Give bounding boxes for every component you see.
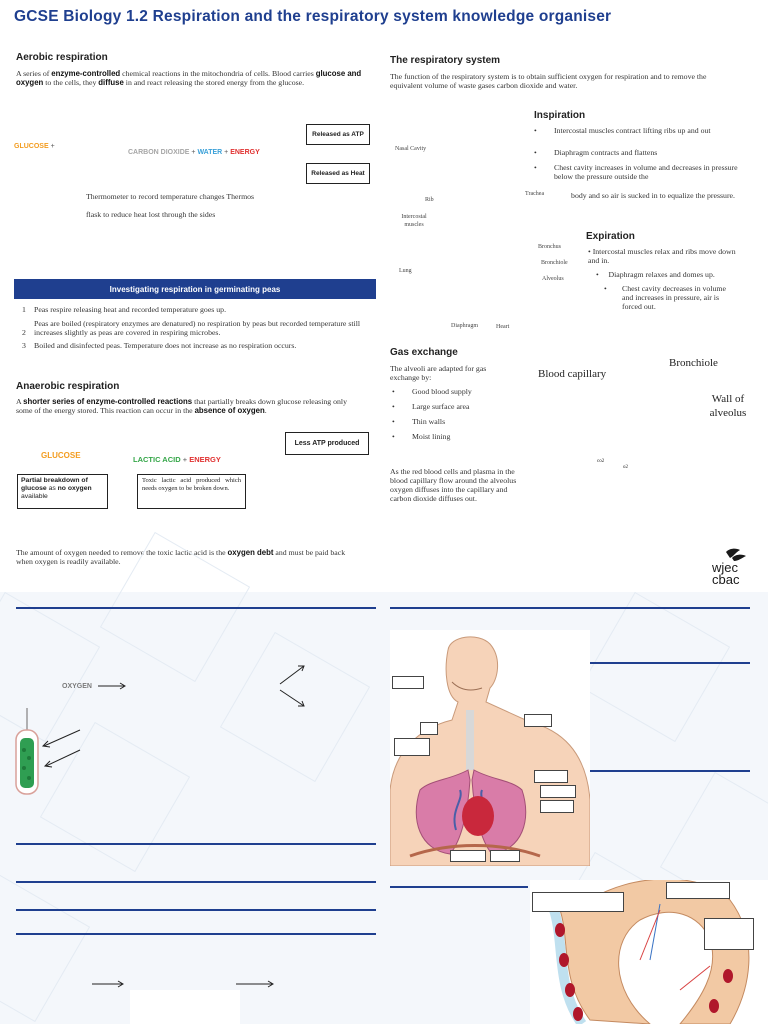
answer-box[interactable]	[420, 722, 438, 735]
arrow-right-icon	[90, 978, 126, 990]
gas-exchange-item: • Moist lining	[388, 432, 518, 441]
page-title: GCSE Biology 1.2 Respiration and the respiratory system knowledge organiser	[14, 8, 612, 25]
oxygen-debt-note: The amount of oxygen needed to remove the toxic lactic acid is the oxygen debt and must be paid back when oxygen is readily available.	[16, 548, 346, 566]
anaerobic-description: A shorter series of enzyme-controlled reactions that partially breaks down glucose releasing only some of the energy stored. This reaction can occur in the absence of oxygen.	[16, 397, 347, 415]
label-bronchiole: Bronchiole	[541, 260, 568, 266]
toxic-lactic-box: Toxic lactic acid produced which needs oxygen to be broken down.	[137, 474, 246, 509]
answer-box[interactable]	[392, 676, 424, 689]
label-co2: co2	[597, 459, 605, 464]
answer-box[interactable]	[532, 892, 624, 912]
gas-exchange-list	[388, 387, 518, 441]
arrow-down-right-icon	[278, 688, 308, 710]
partial-breakdown-box: Partial breakdown of glucose as no oxygen available	[17, 474, 108, 509]
wjec-logo	[708, 546, 754, 586]
thermos-flask-icon	[14, 706, 40, 796]
arrow-right-icon	[96, 680, 128, 692]
answer-box[interactable]	[666, 882, 730, 899]
answer-box[interactable]	[450, 850, 486, 862]
gas-exchange-intro: The alveoli are adapted for gas exchange by:	[390, 364, 487, 382]
peas-row: 3 Boiled and disinfected peas. Temperature does not increase as no respiration occurs.	[22, 341, 297, 350]
answer-box[interactable]	[524, 714, 552, 727]
logo-cbac: cbac	[712, 572, 740, 586]
label-nasal-cavity: Nasal Cavity	[395, 146, 427, 152]
gas-exchange-item: • Thin walls	[388, 417, 518, 426]
label-alveolus: Alveolus	[542, 276, 564, 282]
respiratory-diagram	[390, 630, 590, 866]
label-diaphragm: Diaphragm	[451, 323, 478, 329]
expiration-item: • Intercostal muscles relax and ribs move down and in.	[588, 247, 736, 265]
flask-pointer-arrows-icon	[40, 728, 82, 770]
answer-box[interactable]	[704, 918, 754, 950]
inspiration-item: • Chest cavity increases in volume and decreases in pressure below the pressure outside the	[530, 163, 740, 181]
logo-leaf-icon	[708, 546, 754, 586]
worksheet-rule	[16, 881, 376, 883]
gas-exchange-heading: Gas exchange	[390, 347, 458, 358]
label-blood-capillary: Blood capillary	[538, 368, 607, 380]
logo-wjec: wjec	[712, 560, 739, 575]
worksheet-rule	[16, 607, 376, 609]
worksheet-rule	[16, 933, 376, 935]
answer-box[interactable]	[534, 770, 568, 783]
peas-row: 1 Peas respire releasing heat and recorded temperature goes up.	[22, 305, 227, 314]
peas-heading-bar: Investigating respiration in germinating peas	[14, 279, 376, 299]
label-o2: o2	[623, 465, 628, 470]
gas-exchange-flow: As the red blood cells and plasma in the blood capillary flow around the alveolus oxygen diffuses into the capillary and carbon dioxide diffuses out.	[390, 467, 517, 503]
peas-list	[16, 305, 368, 350]
released-heat-box: Released as Heat	[306, 163, 370, 184]
anaerobic-heading: Anaerobic respiration	[16, 381, 120, 392]
released-atp-box: Released as ATP	[306, 124, 370, 145]
aerobic-equation-left: GLUCOSE +	[14, 143, 55, 150]
thermometer-note: Thermometer to record temperature changes Thermos	[86, 192, 255, 201]
label-bronchus: Bronchus	[538, 244, 561, 250]
aerobic-equation-right: CARBON DIOXIDE + WATER + ENERGY	[128, 149, 260, 156]
anaerobic-glucose: GLUCOSE	[41, 451, 81, 460]
less-atp-box: Less ATP produced	[285, 432, 369, 455]
label-rib: Rib	[425, 197, 434, 203]
oxygen-label: OXYGEN	[62, 683, 92, 690]
label-lung: Lung	[399, 268, 412, 274]
label-trachea: Trachea	[525, 191, 545, 197]
resp-system-intro: The function of the respiratory system is to obtain sufficient oxygen for respiration and to remove the equivalent volume of waste gases carbon dioxide and water.	[390, 72, 707, 90]
answer-box[interactable]	[490, 850, 520, 862]
inspiration-list	[530, 126, 740, 181]
inspiration-item: • Intercostal muscles contract lifting ribs up and out	[530, 126, 740, 135]
inspiration-item: • Diaphragm contracts and flattens	[530, 148, 740, 157]
flask-note: flask to reduce heat lost through the sides	[86, 210, 216, 219]
label-intercostal: Intercostal muscles	[401, 214, 427, 228]
peas-row: 2 Peas are boiled (respiratory enzymes are denatured) no respiration by peas but recorded temperature still increases slightly as peas are covered in respiring microbes.	[22, 319, 361, 337]
worksheet-rule	[390, 607, 750, 609]
worksheet-rule	[16, 909, 376, 911]
answer-box[interactable]	[540, 800, 574, 813]
label-bronchiole-large: Bronchiole	[669, 357, 718, 369]
resp-system-heading: The respiratory system	[390, 55, 501, 66]
answer-box[interactable]	[540, 785, 576, 798]
aerobic-heading: Aerobic respiration	[16, 52, 108, 63]
label-heart: Heart	[496, 324, 510, 330]
worksheet-rule	[390, 886, 528, 888]
expiration-item: • Diaphragm relaxes and domes up.	[596, 270, 715, 279]
label-wall-of-alveolus: Wall of alveolus	[709, 393, 747, 419]
expiration-heading: Expiration	[586, 231, 635, 242]
worksheet-rule	[16, 843, 376, 845]
anaerobic-equation-right: LACTIC ACID + ENERGY	[133, 455, 221, 464]
arrow-right-icon	[234, 978, 276, 990]
arrow-up-right-icon	[278, 662, 308, 686]
gas-exchange-item: • Large surface area	[388, 402, 518, 411]
worksheet-rule	[590, 770, 750, 772]
expiration-item: Chest cavity decreases in volume and increases in pressure, air is forced out.	[622, 284, 726, 311]
inspiration-continued: body and so air is sucked in to equalize the pressure.	[571, 191, 735, 200]
answer-box[interactable]	[394, 738, 430, 756]
worksheet-rule	[590, 662, 750, 664]
aerobic-description: A series of enzyme-controlled chemical reactions in the mitochondria of cells. Blood carries glucose and oxygen to the cells, they diffuse in and react releasing the stored energy from the glucose.	[16, 69, 362, 87]
worksheet-blank-area	[130, 990, 240, 1024]
alveolus-diagram	[530, 880, 768, 1024]
gas-exchange-item: • Good blood supply	[388, 387, 518, 396]
inspiration-heading: Inspiration	[534, 110, 586, 121]
